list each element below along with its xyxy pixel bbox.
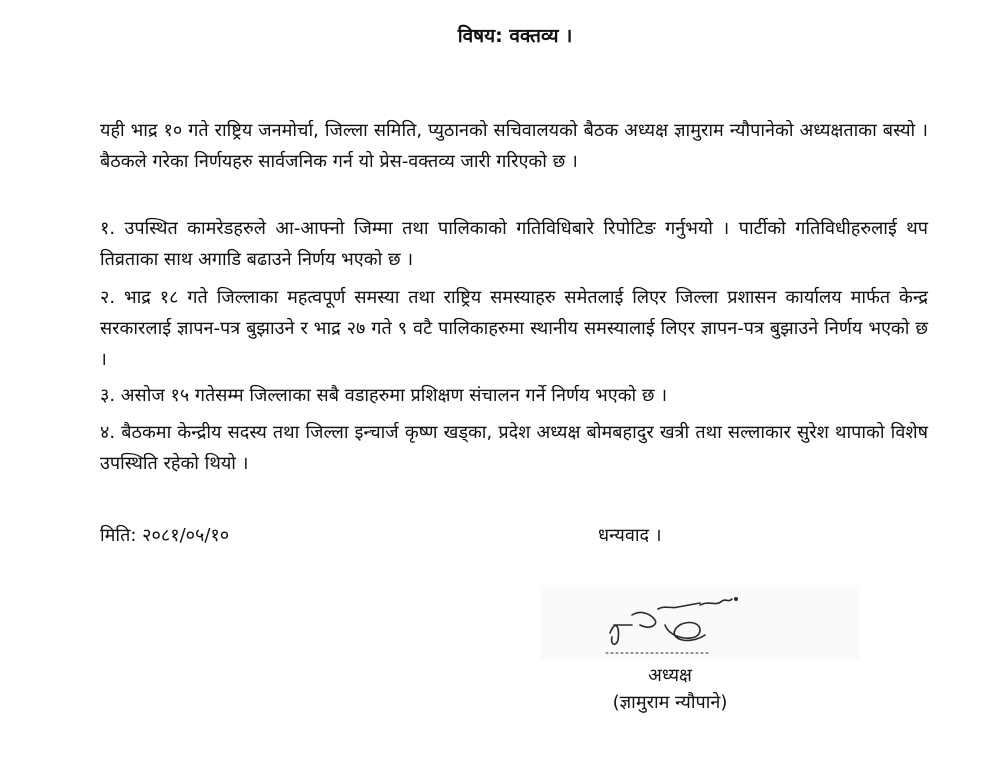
intro-paragraph: यही भाद्र १० गते राष्ट्रिय जनमोर्चा, जिल्ला समिति, प्युठानको सचिवालयको बैठक अध्यक्ष ज्ञामुराम न्यौपानेको अध्यक्षताका बस्यो । बैठकले गरेका निर्णयहरु सार्वजनिक गर्न यो प्रेस-वक्तव्य जारी गरिएको छ । [100,120,928,172]
date-line: मिति: २०८१/०५/१० [100,525,230,546]
decision-point-4: ४. बैठकमा केन्द्रीय सदस्य तथा जिल्ला इन्चार्ज कृष्ण खड्का, प्रदेश अध्यक्ष बोमबहादुर खत्री तथा सल्लाकार सुरेश थापाको विशेष उपस्थिति रहेको थियो । [100,422,928,474]
subject-heading: विषय: वक्तव्य । [457,25,573,47]
decision-point-3: ३. असोज १५ गतेसम्म जिल्लाका सबै वडाहरुमा प्रशिक्षण संचालन गर्ने निर्णय भएको छ । [100,385,668,406]
thanks-line: धन्यवाद । [598,525,662,546]
signature-image [540,585,860,660]
decision-point-2: २. भाद्र १८ गते जिल्लाका महत्वपूर्ण समस्या तथा राष्ट्रिय समस्याहरु समेतलाई लिएर जिल्ला प्रशासन कार्यालय मार्फत केन्द्र सरकारलाई ज्ञापन-पत्र बुझाउने र भाद्र २७ गते ९ वटै पालिकाहरुमा स्थानीय समस्यालाई लिएर ज्ञापन-पत्र बुझाउने निर्णय भएको छ । [100,287,928,370]
signatory-title: अध्यक्ष [648,665,692,686]
signatory-name: (ज्ञामुराम न्यौपाने) [612,692,728,713]
decision-point-1: १. उपस्थित कामरेडहरुले आ-आफ्नो जिम्मा तथा पालिकाको गतिविधिबारे रिपोटिङ गर्नुभयो । पार्टीको गतिविधीहरुलाई थप तिव्रताका साथ अगाडि बढाउने निर्णय भएको छ । [100,218,928,270]
